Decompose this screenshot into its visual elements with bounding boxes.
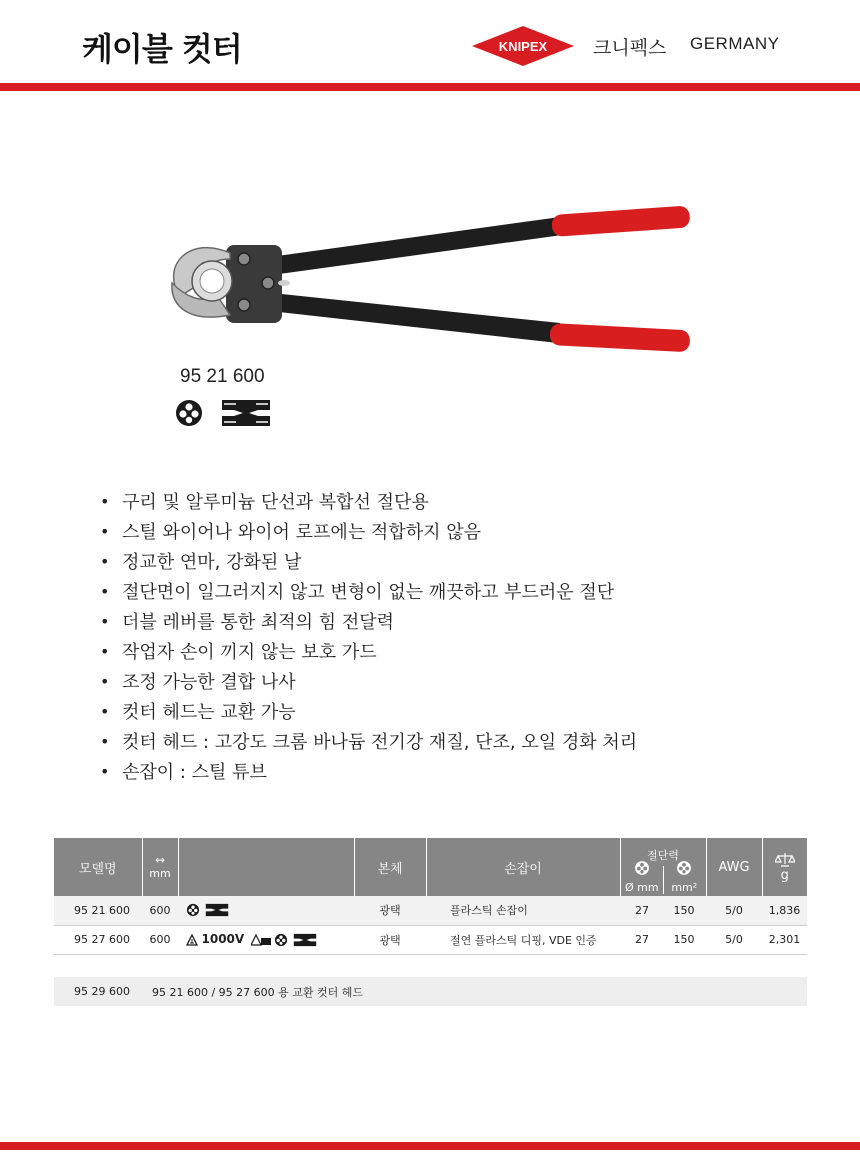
feature-item: • 작업자 손이 끼지 않는 보호 가드 <box>100 641 377 663</box>
cutting-edge-icon <box>220 398 272 428</box>
cell-weight: 2,301 <box>762 925 807 954</box>
scale-icon <box>775 852 795 868</box>
voltage-rating: 1000V <box>201 932 245 946</box>
header-model: 모델명 <box>54 838 142 896</box>
cell-cut <box>620 896 706 925</box>
header-length-unit: mm <box>149 866 171 880</box>
cell-length: 600 <box>142 925 178 954</box>
multi-strand-cable-icon <box>676 860 692 876</box>
feature-item: • 정교한 연마, 강화된 날 <box>100 551 302 573</box>
cable-cutter-image <box>160 205 700 365</box>
footer-divider <box>0 1142 860 1150</box>
cut-area-unit: mm² <box>671 881 698 894</box>
cell-cut <box>620 925 706 954</box>
feature-item: • 스틸 와이어나 와이어 로프에는 적합하지 않음 <box>100 521 481 543</box>
page-header <box>0 0 860 82</box>
cell-awg: 5/0 <box>706 925 762 954</box>
feature-list <box>100 486 637 786</box>
table-row <box>54 977 807 1006</box>
cell-dia: 27 <box>635 903 649 917</box>
brand-country: GERMANY <box>690 34 780 53</box>
cell-body: 광택 <box>354 896 426 925</box>
accessory-description: 95 21 600 / 95 27 600 용 교환 컷터 헤드 <box>152 977 807 1006</box>
cutting-edge-icon <box>204 903 230 917</box>
header-divider <box>0 83 860 91</box>
accessory-model: 95 29 600 <box>54 977 152 1006</box>
logo-text: KNIPEX <box>498 39 548 54</box>
round-cable-icon <box>634 860 650 876</box>
cell-awg: 5/0 <box>706 896 762 925</box>
cell-symbols <box>178 925 354 954</box>
knipex-logo <box>472 26 574 66</box>
product-code: 95 21 600 <box>180 366 265 387</box>
feature-item: • 구리 및 알루미늄 단선과 복합선 절단용 <box>100 491 429 513</box>
round-cable-icon <box>186 903 200 917</box>
header-awg: AWG <box>706 838 762 896</box>
feature-item: • 컷터 헤드는 교환 가능 <box>100 701 296 723</box>
feature-item: • 조정 가능한 결합 나사 <box>100 671 296 693</box>
insulated-warning-icon <box>251 934 271 946</box>
cell-symbols <box>178 896 354 925</box>
table-row <box>54 896 807 925</box>
accessory-table <box>54 977 807 1006</box>
cell-weight: 1,836 <box>762 896 807 925</box>
page-title: 케이블 컷터 <box>82 30 242 68</box>
cell-model: 95 21 600 <box>54 896 142 925</box>
table-header-row <box>54 838 807 896</box>
header-length <box>142 838 178 896</box>
cell-handle: 플라스틱 손잡이 <box>426 896 620 925</box>
feature-item: • 손잡이 : 스틸 튜브 <box>100 761 267 783</box>
cut-capacity-title: 절단력 <box>647 849 679 862</box>
cutting-edge-icon <box>292 933 318 947</box>
cell-handle: 절연 플라스틱 디핑, VDE 인증 <box>426 925 620 954</box>
cell-body: 광택 <box>354 925 426 954</box>
cell-dia: 27 <box>635 933 649 946</box>
length-icon: ↔ <box>154 852 166 867</box>
cell-model: 95 27 600 <box>54 925 142 954</box>
header-cut-capacity <box>620 838 706 896</box>
vde-icon <box>186 934 198 946</box>
cell-length: 600 <box>142 896 178 925</box>
cell-area: 150 <box>673 933 695 946</box>
header-weight-unit: g <box>780 867 789 883</box>
feature-item: • 절단면이 일그러지지 않고 변형이 없는 깨끗하고 부드러운 절단 <box>100 581 615 603</box>
table-row <box>54 925 807 954</box>
round-cable-icon <box>174 398 204 428</box>
round-cable-icon <box>274 933 288 947</box>
spec-table <box>54 838 807 955</box>
feature-item: • 더블 레버를 통한 최적의 힘 전달력 <box>100 611 395 633</box>
feature-item: • 컷터 헤드 : 고강도 크롬 바나듐 전기강 재질, 단조, 오일 경화 처리 <box>100 731 638 753</box>
cut-dia-unit: Ø mm <box>624 881 659 894</box>
brand-name-korean: 크니펙스 <box>593 37 667 59</box>
header-handle: 손잡이 <box>426 838 620 896</box>
header-body: 본체 <box>354 838 426 896</box>
header-symbols <box>178 838 354 896</box>
header-weight <box>762 838 807 896</box>
cell-area: 150 <box>673 903 695 917</box>
